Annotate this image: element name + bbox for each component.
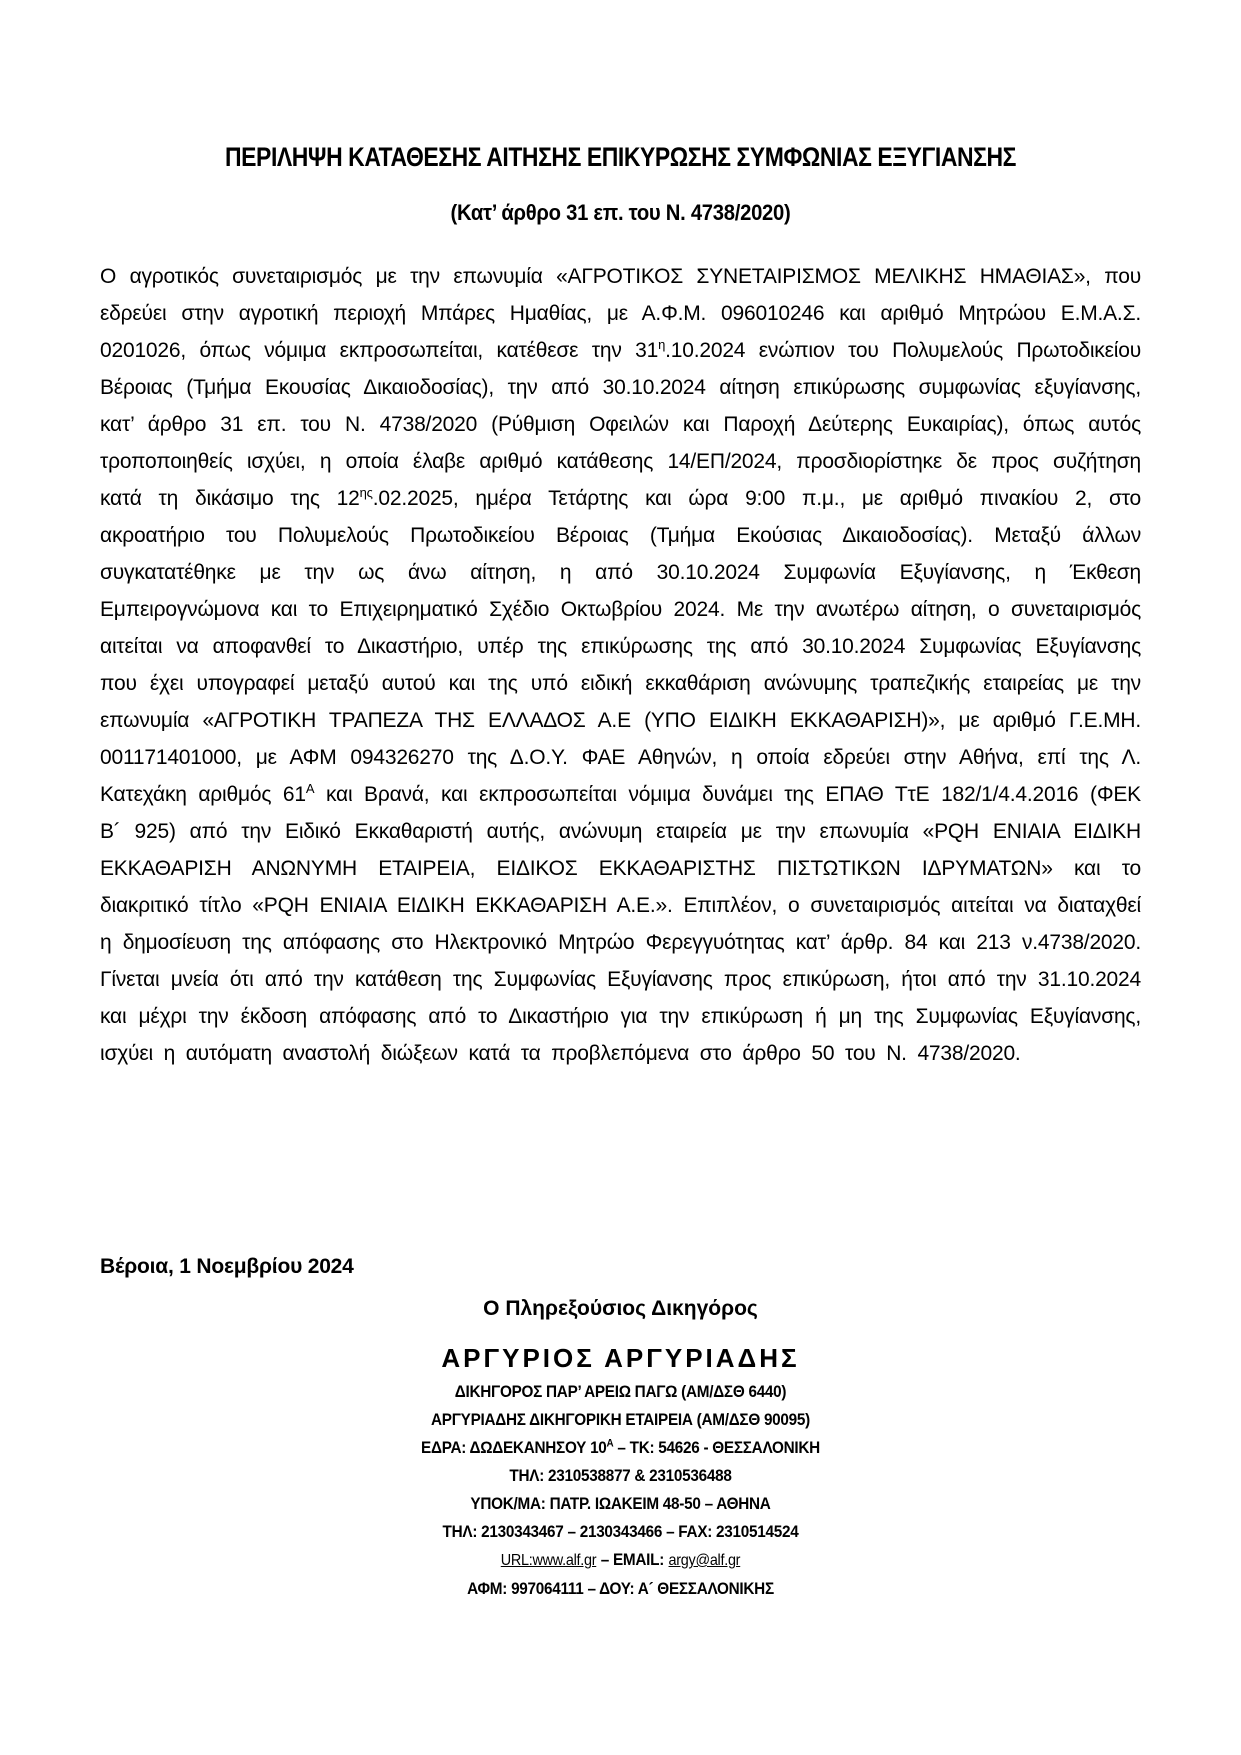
tax-info-line: ΑΦΜ: 997064111 – ΔΟΥ: Α´ ΘΕΣΣΑΛΟΝΙΚΗΣ [467,1579,774,1598]
street-number-superscript: Α [606,1437,614,1450]
signatory-name: ΑΡΓΥΡΙΟΣ ΑΡΓΥΡΙΑΔΗΣ [441,1343,800,1373]
branch-phone-fax-line: ΤΗΛ: 2130343467 – 2130343466 – FAX: 2310514524 [442,1522,799,1541]
body-text-segment: Ο αγροτικός συνεταιρισμός με την επωνυμία «ΑΓΡΟΤΙΚΟΣ ΣΥΝΕΤΑΙΡΙΣΜΟΣ ΜΕΛΙΚΗΣ ΗΜΑΘΙΑΣ», που εδρεύει στην αγροτική περιοχή Μπάρες Ημαθίας, με Α.Φ.Μ. 096010246 και αριθμό Μητρώου Ε.Μ.Α.Σ. 0201026, όπως νόμιμα εκπροσωπείται, κατέθεσε την 31 [100,265,1141,362]
signatory-role: Ο Πληρεξούσιος Δικηγόρος [483,1297,758,1320]
url-email-line [152,1546,1089,1575]
email-label: – EMAIL: [600,1550,665,1569]
law-firm-details-block [152,1378,1089,1603]
address-text: ΕΔΡΑ: ΔΩΔΕΚΑΝΗΣΟΥ 10 [421,1438,607,1457]
email-link[interactable]: argy@alf.gr [668,1552,741,1569]
law-firm-line: ΑΡΓΥΡΙΑΔΗΣ ΔΙΚΗΓΟΡΙΚΗ ΕΤΑΙΡΕΙΑ (ΑΜ/ΔΣΘ 90095) [431,1410,810,1429]
firm-address-line [152,1434,1089,1462]
page-subtitle: (Κατ’ άρθρο 31 επ. του Ν. 4738/2020) [450,200,791,225]
document-content [100,140,1141,1603]
street-number-superscript: Α [305,781,315,796]
hq-phone-line: ΤΗΛ: 2310538877 & 2310536488 [509,1466,732,1485]
lawyer-title-line: ΔΙΚΗΓΟΡΟΣ ΠΑΡ’ ΑΡΕΙΩ ΠΑΓΩ (ΑΜ/ΔΣΘ 6440) [454,1382,787,1401]
url-link[interactable]: URL:www.alf.gr [500,1552,597,1569]
branch-address-line: ΥΠΟΚ/ΜΑ: ΠΑΤΡ. ΙΩΑΚΕΙΜ 48-50 – ΑΘΗΝΑ [470,1494,771,1513]
body-paragraph [100,258,1141,1178]
ordinal-superscript: ης [359,485,373,500]
place-date-line: Βέροια, 1 Νοεμβρίου 2024 [100,1255,354,1278]
body-text-segment: και Βρανά, και εκπροσωπείται νόμιμα δυνάμει της ΕΠΑΘ ΤτΕ 182/1/4.4.2016 (ΦΕΚ Β´ 925) από την Ειδικό Εκκαθαριστή αυτής, ανώνυμη εταιρεία με την επωνυμία «PQH ΕΝΙΑΙΑ ΕΙΔΙΚΗ ΕΚΚΑΘΑΡΙΣΗ ΑΝΩΝΥΜΗ ΕΤΑΙΡΕΙΑ, ΕΙΔΙΚΟΣ ΕΚΚΑΘΑΡΙΣΤΗΣ ΠΙΣΤΩΤΙΚΩΝ ΙΔΡΥΜΑΤΩΝ» και το διακριτικό τίτλο «PQH ΕΝΙΑΙΑ ΕΙΔΙΚΗ ΕΚΚΑΘΑΡΙΣΗ Α.Ε.». Επιπλέον, ο συνεταιρισμός αιτείται να διαταχθεί η δημοσίευση της απόφασης στο Ηλεκτρονικό Μητρώο Φερεγγυότητας κατ’ άρθρ. 84 και 213 ν.4738/2020. Γίνεται μνεία ότι από την κατάθεση της Συμφωνίας Εξυγίανσης προς επικύρωση, ήτοι από την 31.10.2024 και μέχρι την έκδοση απόφασης από το Δικαστήριο για την επικύρωση ή μη της Συμφωνίας Εξυγίανσης, ισχύει η αυτόματη αναστολή διώξεων κατά τα προβλεπόμενα στο άρθρο 50 του Ν. 4738/2020. [100,783,1141,1065]
body-text-segment: .02.2025, ημέρα Τετάρτης και ώρα 9:00 π.μ., με αριθμό πινακίου 2, στο ακροατήριο του Πολυμελούς Πρωτοδικείου Βέροιας (Τμήμα Εκούσιας Δικαιοδοσίας). Μεταξύ άλλων συγκατατέθηκε με την ως άνω αίτηση, η από 30.10.2024 Συμφωνία Εξυγίανσης, η Έκθεση Εμπειρογνώμονα και το Επιχειρηματικό Σχέδιο Οκτωβρίου 2024. Με την ανωτέρω αίτηση, ο συνεταιρισμός αιτείται να αποφανθεί το Δικαστήριο, υπέρ της επικύρωσης της από 30.10.2024 Συμφωνίας Εξυγίανσης που έχει υπογραφεί μεταξύ αυτού και της υπό ειδική εκκαθάριση ανώνυμης τραπεζικής εταιρείας με την επωνυμία «ΑΓΡΟΤΙΚΗ ΤΡΑΠΕΖΑ ΤΗΣ ΕΛΛΑΔΟΣ Α.Ε (ΥΠΟ ΕΙΔΙΚΗ ΕΚΚΑΘΑΡΙΣΗ)», με αριθμό Γ.Ε.ΜΗ. 001171401000, με ΑΦΜ 094326270 της Δ.Ο.Υ. ΦΑΕ Αθηνών, η οποία εδρεύει στην Αθήνα, επί της Λ. Κατεχάκη αριθμός 61 [100,487,1142,806]
page-title: ΠΕΡΙΛΗΨΗ ΚΑΤΑΘΕΣΗΣ ΑΙΤΗΣΗΣ ΕΠΙΚΥΡΩΣΗΣ ΣΥΜΦΩΝΙΑΣ ΕΞΥΓΙΑΝΣΗΣ [225,142,1016,172]
ordinal-superscript: η [658,337,666,352]
address-text: – ΤΚ: 54626 - ΘΕΣΣΑΛΟΝΙΚΗ [613,1438,820,1457]
body-text-segment: .10.2024 ενώπιον του Πολυμελούς Πρωτοδικείου Βέροιας (Τμήμα Εκουσίας Δικαιοδοσίας), την από 30.10.2024 αίτηση επικύρωσης συμφωνίας εξυγίανσης, κατ’ άρθρο 31 επ. του Ν. 4738/2020 (Ρύθμιση Οφειλών και Παροχή Δεύτερης Ευκαιρίας), όπως αυτός τροποποιηθείς ισχύει, η οποία έλαβε αριθμό κατάθεσης 14/ΕΠ/2024, προσδιορίστηκε δε προς συζήτηση κατά τη δικάσιμο της 12 [100,339,1141,510]
